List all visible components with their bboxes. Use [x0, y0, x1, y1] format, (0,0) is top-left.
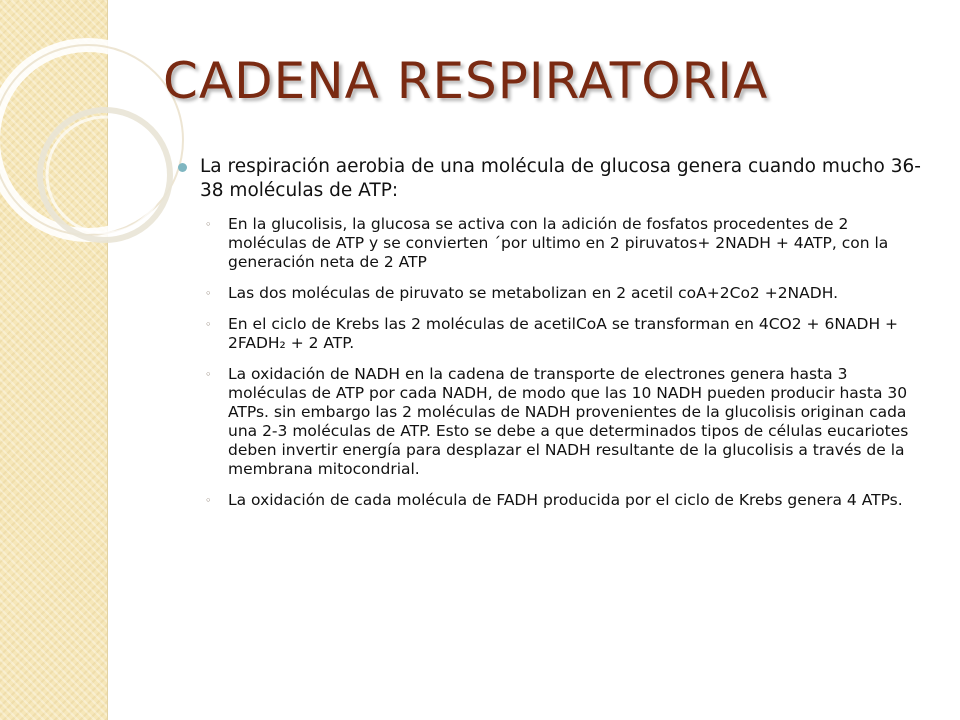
sub-bullet-item	[178, 284, 928, 303]
main-bullet	[178, 155, 928, 203]
slide-content	[178, 155, 928, 522]
sub-bullet-text: En la glucolisis, la glucosa se activa con la adición de fosfatos procedentes de 2 moléculas de ATP y se convierten ´por ultimo en 2 piruvatos+ 2NADH + 4ATP, con la generación neta de 2 ATP	[228, 215, 889, 271]
ring-bullet-icon: ◦	[205, 368, 212, 381]
main-bullet-text: La respiración aerobia de una molécula de glucosa genera cuando mucho 36-38 moléculas de ATP:	[200, 156, 921, 201]
sub-bullet-list	[178, 215, 928, 510]
slide-title: CADENA RESPIRATORIA	[163, 52, 769, 110]
sub-bullet-text: Las dos moléculas de piruvato se metabolizan en 2 acetil coA+2Co2 +2NADH.	[228, 284, 839, 302]
ring-bullet-icon: ◦	[205, 287, 212, 300]
sub-bullet-item	[178, 215, 928, 272]
sub-bullet-item	[178, 365, 928, 479]
sub-bullet-text: La oxidación de cada molécula de FADH producida por el ciclo de Krebs genera 4 ATPs.	[228, 491, 903, 509]
ring-bullet-icon: ◦	[205, 318, 212, 331]
ring-bullet-icon: ◦	[205, 218, 212, 231]
bullet-dot-icon	[178, 163, 187, 172]
ring-bullet-icon: ◦	[205, 494, 212, 507]
decorative-ring-small-inner	[47, 117, 163, 233]
sub-bullet-text: En el ciclo de Krebs las 2 moléculas de acetilCoA se transforman en 4CO2 + 6NADH + 2FADH₂ + 2 ATP.	[228, 315, 899, 352]
sub-bullet-text: La oxidación de NADH en la cadena de transporte de electrones genera hasta 3 moléculas de ATP por cada NADH, de modo que las 10 NADH pueden producir hasta 30 ATPs. sin embargo las 2 moléculas de NADH provenientes de la glucolisis originan cada una 2-3 moléculas de ATP. Esto se debe a que determinados tipos de células eucariotes deben invertir energía para desplazar el NADH resultante de la glucolisis a través de la membrana mitocondrial.	[228, 365, 909, 478]
sub-bullet-item	[178, 491, 928, 510]
sub-bullet-item	[178, 315, 928, 353]
decorative-ring-small	[40, 110, 170, 240]
